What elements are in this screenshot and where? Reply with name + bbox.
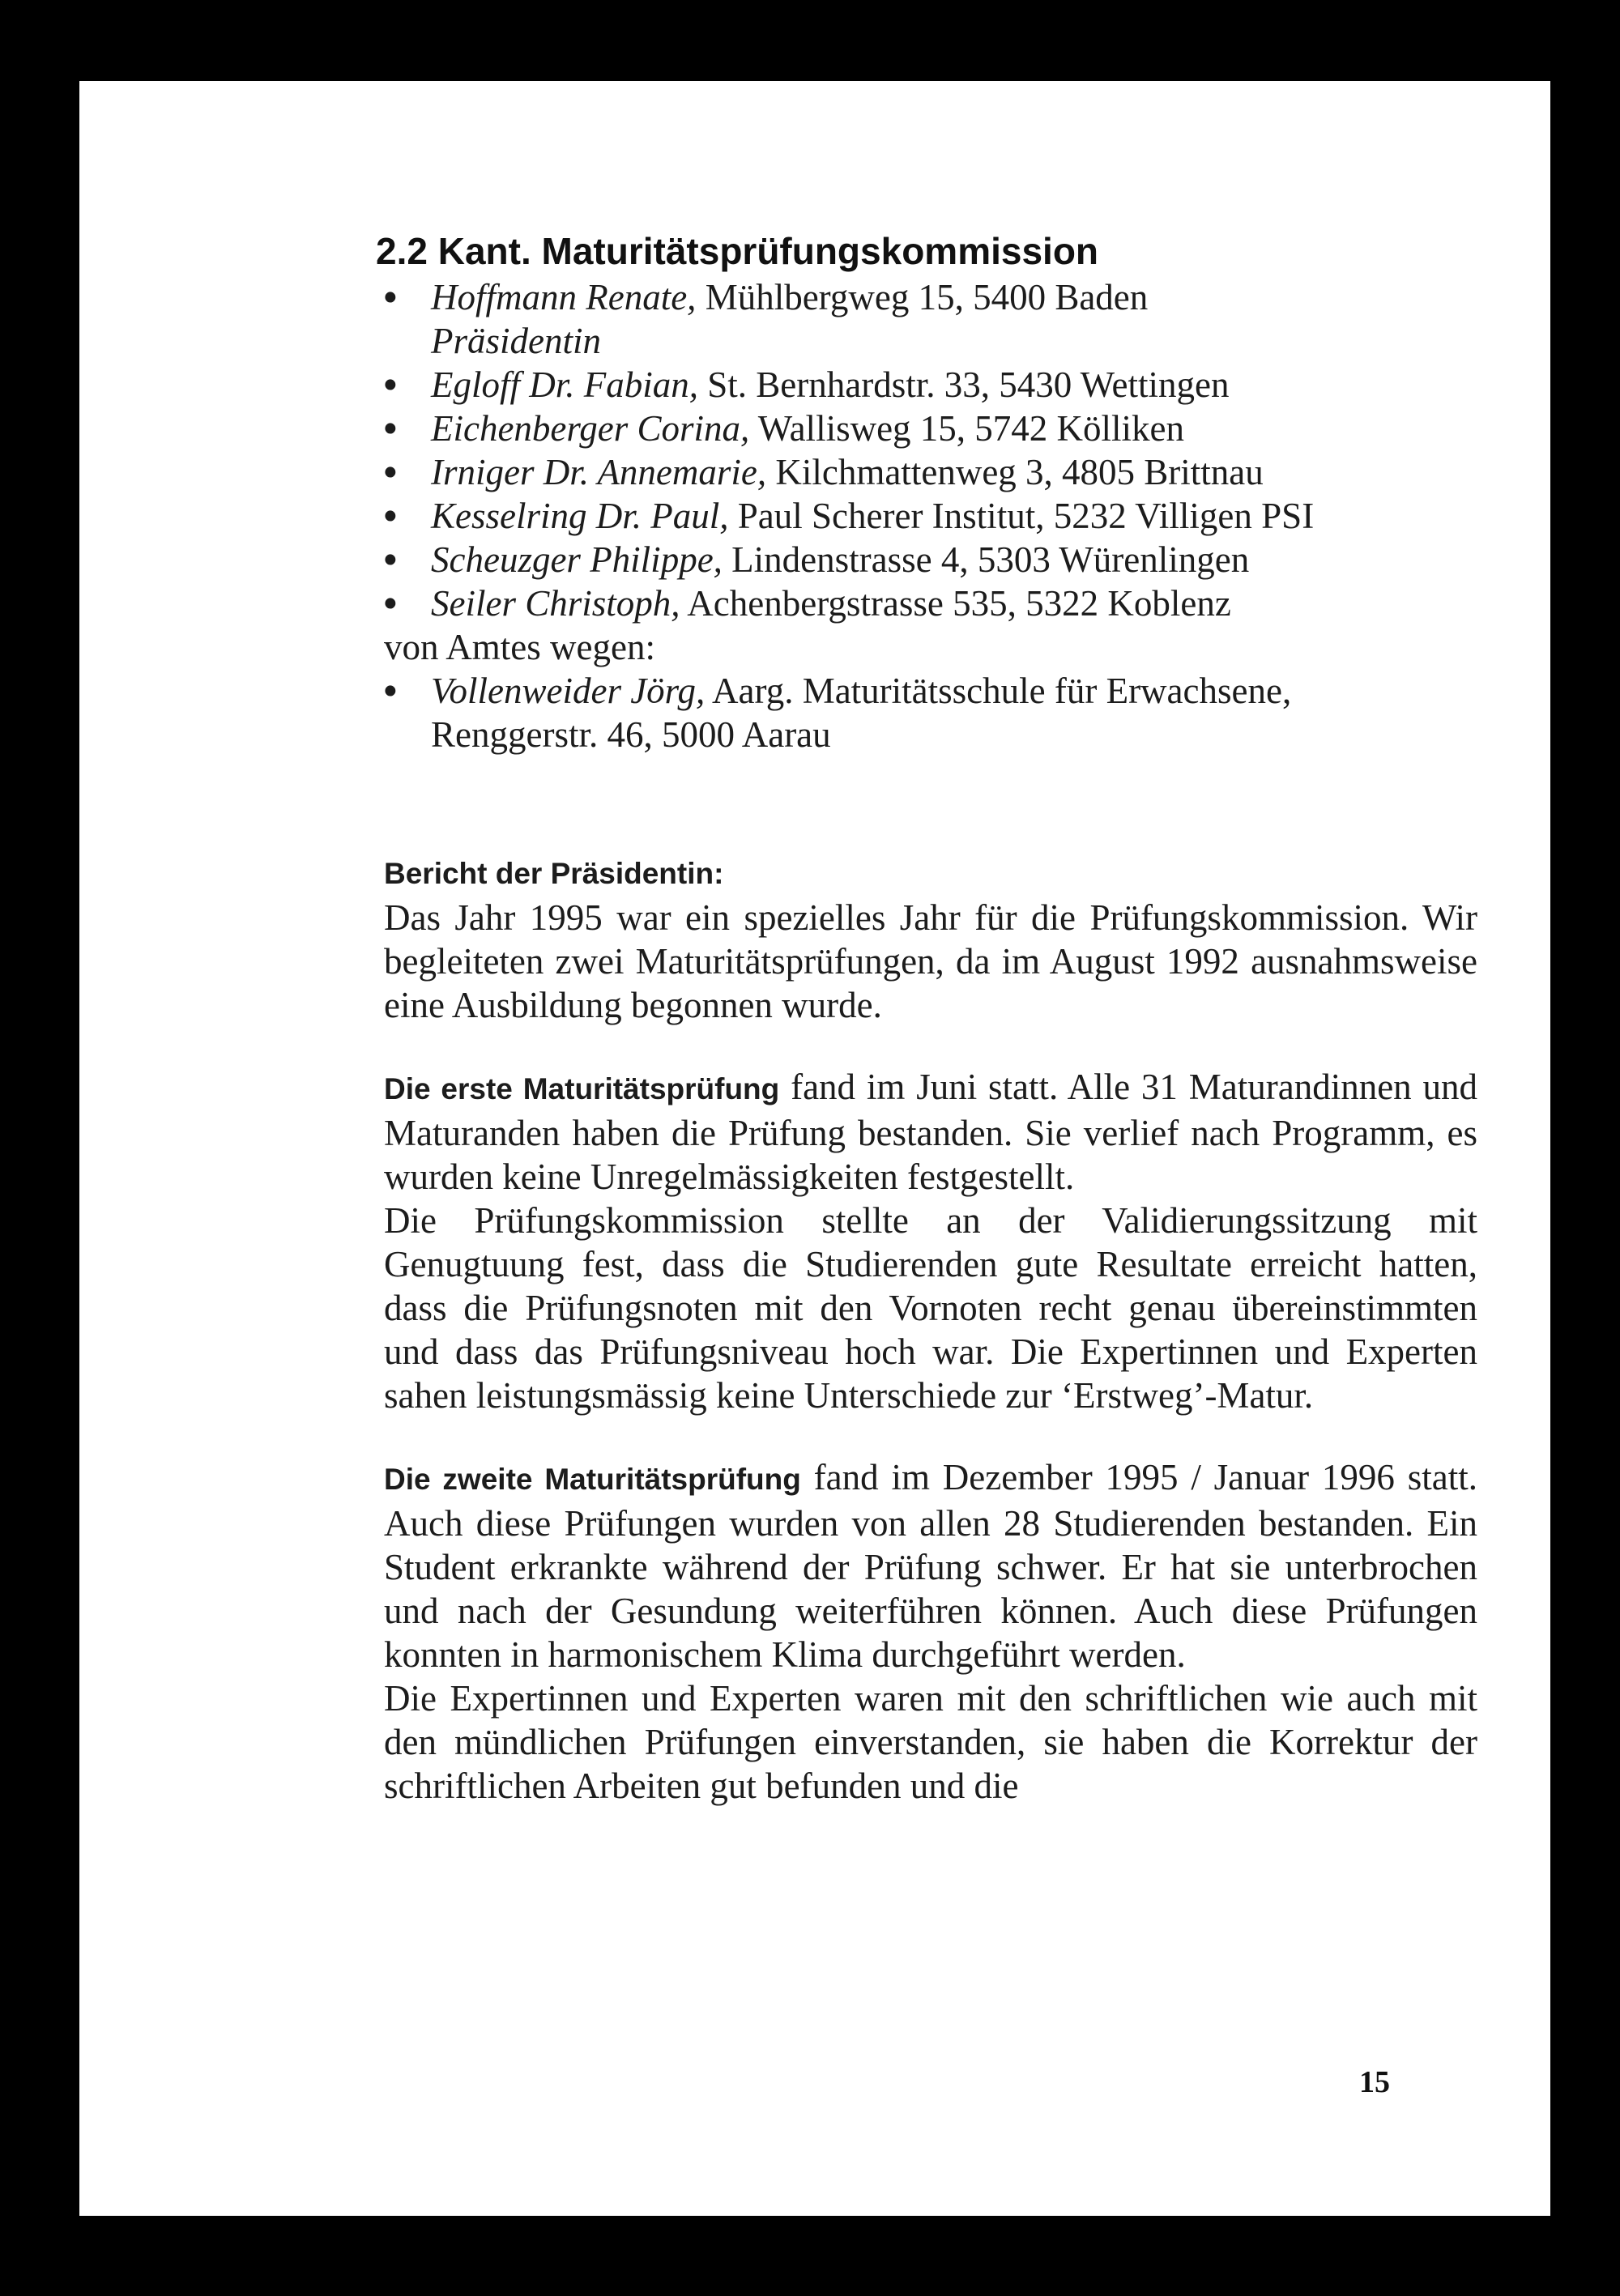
member-name: Egloff Dr. Fabian,: [431, 364, 699, 405]
bullet-icon: •: [384, 364, 397, 405]
second-exam-label: Die zweite Maturitätsprüfung: [384, 1463, 801, 1496]
bullet-icon: •: [384, 582, 397, 624]
member-name: Hoffmann Renate,: [431, 277, 697, 317]
member-address: Kilchmattenweg 3, 4805 Brittnau: [766, 452, 1264, 492]
first-exam-text: fand im Juni statt. Alle 31 Maturandinnen und Maturanden haben die Prüfung bestanden. Sie verlief nach Programm, es wurden keine Unregelmässigkeiten festgestellt.: [384, 1067, 1477, 1197]
list-item: [384, 275, 1477, 363]
bullet-icon: •: [384, 451, 397, 492]
bullet-icon: •: [384, 407, 397, 449]
bullet-icon: •: [384, 495, 397, 536]
second-exam-paragraph: [384, 1455, 1477, 1676]
first-exam-paragraph-2: Die Prüfungskommission stellte an der Validierungssitzung mit Genugtuung fest, dass die Studierenden gute Resultate erreicht hatten, dass die Prüfungsnoten mit den Vornoten recht genau übereinstimmten und dass das Prüfungsniveau hoch war. Die Expertinnen und Experten sahen leistungsmässig keine Unterschiede zur ‘Erstweg’-Matur.: [384, 1200, 1477, 1416]
member-role: Präsidentin: [431, 321, 601, 361]
member-name: Kesselring Dr. Paul,: [431, 496, 729, 536]
first-exam-label: Die erste Maturitätsprüfung: [384, 1072, 780, 1105]
report-intro-paragraph: Das Jahr 1995 war ein spezielles Jahr für die Prüfungskommission. Wir begleiteten zwei Maturitätsprüfungen, da im August 1992 ausnahmsweise eine Ausbildung begonnen wurde.: [384, 897, 1477, 1025]
member-address: Aarg. Maturitätsschule für Erwachsene,: [705, 671, 1292, 711]
list-item: [384, 363, 1477, 407]
member-address: Mühlbergweg 15, 5400 Baden: [696, 277, 1149, 317]
member-name: Vollenweider Jörg,: [431, 671, 706, 711]
member-address-line2: Renggerstr. 46, 5000 Aarau: [431, 714, 831, 755]
page-content: [376, 227, 1478, 1808]
page-number: 15: [1359, 2065, 1390, 2099]
second-exam-paragraph-2: Die Expertinnen und Experten waren mit den schriftlichen wie auch mit den mündlichen Prüfungen einverstanden, sie haben die Korrektur der schriftlichen Arbeiten gut befunden und die: [384, 1678, 1477, 1806]
section-heading: [376, 227, 1477, 275]
bullet-icon: •: [384, 670, 397, 711]
member-name: Eichenberger Corina,: [431, 408, 750, 449]
member-name: Scheuzger Philippe,: [431, 539, 723, 580]
document-page: [79, 81, 1550, 2216]
member-address: Wallisweg 15, 5742 Kölliken: [749, 408, 1185, 449]
list-item: [384, 669, 1477, 756]
member-address: St. Bernhardstr. 33, 5430 Wettingen: [698, 364, 1230, 405]
section-number: 2.2: [376, 230, 428, 272]
bullet-icon: •: [384, 539, 397, 580]
member-name: Seiler Christoph,: [431, 583, 680, 624]
member-name: Irniger Dr. Annemarie,: [431, 452, 767, 492]
section-title: Kant. Maturitätsprüfungskommission: [437, 230, 1099, 272]
ex-officio-member-list: [384, 669, 1477, 756]
member-address: Achenbergstrasse 535, 5322 Koblenz: [680, 583, 1231, 624]
second-exam-text: fand im Dezember 1995 / Januar 1996 statt. Auch diese Prüfungen wurden von allen 28 Studierenden bestanden. Ein Student erkrankte während der Prüfung schwer. Er hat sie unterbrochen und nach der Gesundung weiterführen können. Auch diese Prüfungen konnten in harmonischem Klima durchgeführt werden.: [384, 1457, 1478, 1675]
list-item: [384, 538, 1477, 581]
list-item: [384, 494, 1477, 538]
report-heading: Bericht der Präsidentin:: [384, 857, 724, 890]
member-address: Paul Scherer Institut, 5232 Villigen PSI: [728, 496, 1315, 536]
first-exam-paragraph: [384, 1065, 1477, 1199]
list-item: [384, 407, 1477, 450]
ex-officio-label: von Amtes wegen:: [384, 627, 655, 667]
list-item: [384, 581, 1477, 625]
commission-member-list: [384, 275, 1477, 625]
member-address: Lindenstrasse 4, 5303 Würenlingen: [722, 539, 1250, 580]
bullet-icon: •: [384, 276, 397, 317]
list-item: [384, 450, 1477, 494]
